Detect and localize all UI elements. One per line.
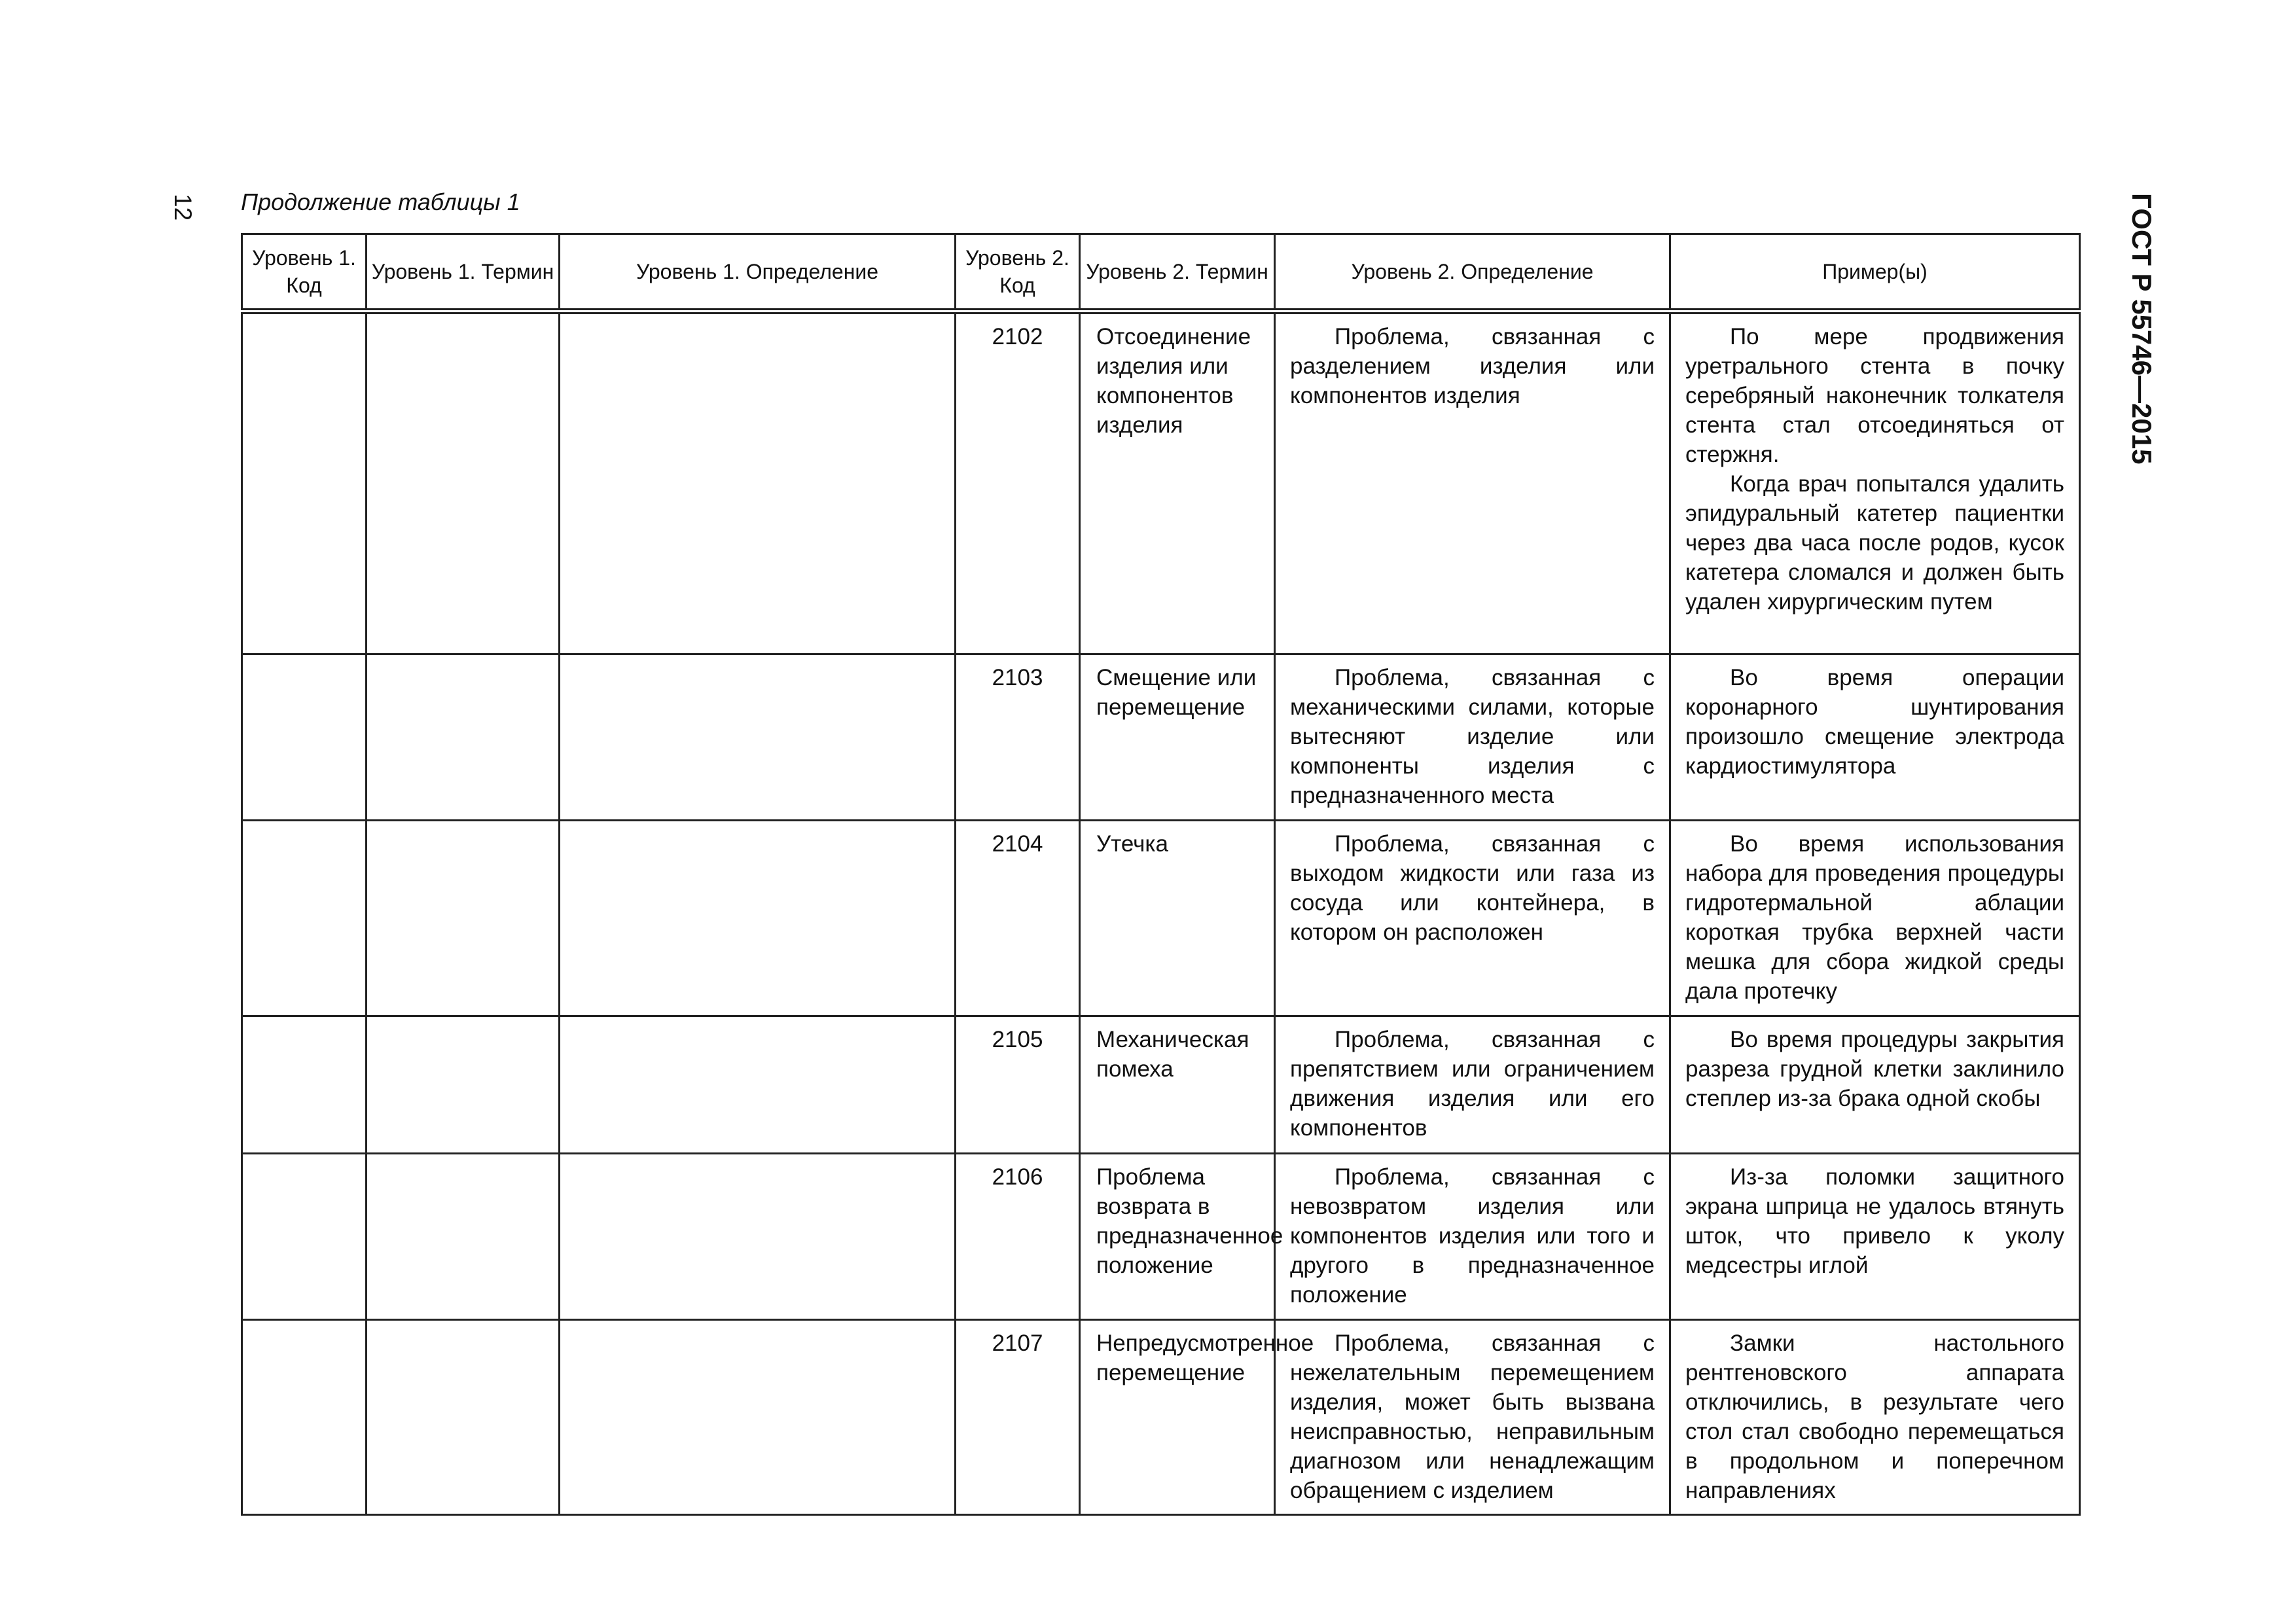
table-row	[242, 312, 2080, 654]
examples-cell: Из-за поломки защитного экрана шприца не удалось втянуть шток, что привело к уколу медсестры иглой	[1670, 1154, 2080, 1320]
level2-definition-cell: Проблема, связанная с препятствием или ограничением движения изделия или его компонентов	[1275, 1016, 1670, 1154]
table-row	[242, 1154, 2080, 1320]
level2-code-cell: 2104	[956, 821, 1080, 1016]
level1-definition-cell	[560, 821, 956, 1016]
level1-term-cell	[367, 1320, 560, 1515]
table-row	[242, 1320, 2080, 1515]
level1-term-cell	[367, 821, 560, 1016]
level1-term-cell	[367, 1016, 560, 1154]
level2-definition-cell: Проблема, связанная с нежелательным перемещением изделия, может быть вызвана неисправностью, неправильным диагнозом или ненадлежащим обращением с изделием	[1275, 1320, 1670, 1515]
level1-definition-cell	[560, 654, 956, 821]
header-level2-definition: Уровень 2. Определение	[1275, 234, 1670, 312]
example-text: По мере продвижения уретрального стента в почку серебряный наконечник толкателя стента стал отсоединяться от стержня.	[1685, 324, 2064, 467]
level1-definition-cell	[560, 1154, 956, 1320]
level2-term-cell: Отсоединение изделия или компонентов изделия	[1080, 312, 1275, 654]
level2-term-cell: Механическая помеха	[1080, 1016, 1275, 1154]
level2-term-cell: Утечка	[1080, 821, 1275, 1016]
classification-table	[241, 233, 2081, 1516]
examples-cell: Во время операции коронарного шунтирования произошло смещение электрода кардиостимулятора	[1670, 654, 2080, 821]
level2-code-cell: 2102	[956, 312, 1080, 654]
level2-term-cell: Непредусмотренное перемещение	[1080, 1320, 1275, 1515]
level2-definition-cell: Проблема, связанная с разделением изделия или компонентов изделия	[1275, 312, 1670, 654]
level2-code-cell: 2107	[956, 1320, 1080, 1515]
level2-code-cell: 2106	[956, 1154, 1080, 1320]
standard-id: ГОСТ Р 55746—2015	[2126, 193, 2157, 465]
header-level2-term: Уровень 2. Термин	[1080, 234, 1275, 312]
table-row	[242, 821, 2080, 1016]
header-level1-term: Уровень 1. Термин	[367, 234, 560, 312]
level2-code-cell: 2105	[956, 1016, 1080, 1154]
examples-cell	[1670, 312, 2080, 654]
level1-code-cell	[242, 654, 367, 821]
level1-term-cell	[367, 312, 560, 654]
header-examples: Пример(ы)	[1670, 234, 2080, 312]
level1-definition-cell	[560, 312, 956, 654]
example-text: Когда врач попытался удалить эпидуральный катетер пациентки через два часа после родов, кусок катетера сломался и должен быть удален хирургическим путем	[1685, 471, 2064, 615]
level1-definition-cell	[560, 1016, 956, 1154]
level2-definition-cell: Проблема, связанная с выходом жидкости или газа из сосуда или контейнера, в котором он расположен	[1275, 821, 1670, 1016]
level2-definition-cell: Проблема, связанная с механическими силами, которые вытесняют изделие или компоненты изделия с предназначенного места	[1275, 654, 1670, 821]
level2-definition-cell: Проблема, связанная с невозвратом изделия или компонентов изделия или того и другого в предназначенное положение	[1275, 1154, 1670, 1320]
examples-cell: Во время использования набора для проведения процедуры гидротермальной аблации короткая трубка верхней части мешка для сбора жидкой среды дала протечку	[1670, 821, 2080, 1016]
level2-term-cell: Проблема возврата в предназначенное положение	[1080, 1154, 1275, 1320]
header-level1-definition: Уровень 1. Определение	[560, 234, 956, 312]
level1-code-cell	[242, 1154, 367, 1320]
table-row	[242, 654, 2080, 821]
level1-definition-cell	[560, 1320, 956, 1515]
level1-code-cell	[242, 1320, 367, 1515]
level1-code-cell	[242, 821, 367, 1016]
level1-term-cell	[367, 1154, 560, 1320]
level2-code-cell: 2103	[956, 654, 1080, 821]
header-level1-code: Уровень 1. Код	[242, 234, 367, 312]
level2-term-cell: Смещение или перемещение	[1080, 654, 1275, 821]
level1-code-cell	[242, 312, 367, 654]
page-number: 12	[170, 194, 196, 221]
examples-cell: Замки настольного рентгеновского аппарата отключились, в результате чего стол стал свободно перемещаться в продольном и поперечном направлениях	[1670, 1320, 2080, 1515]
table-header-row	[242, 234, 2080, 312]
examples-cell: Во время процедуры закрытия разреза грудной клетки заклинило степлер из-за брака одной скобы	[1670, 1016, 2080, 1154]
header-level2-code: Уровень 2. Код	[956, 234, 1080, 312]
table-continuation-title: Продолжение таблицы 1	[241, 188, 520, 215]
level1-code-cell	[242, 1016, 367, 1154]
level1-term-cell	[367, 654, 560, 821]
table-row	[242, 1016, 2080, 1154]
